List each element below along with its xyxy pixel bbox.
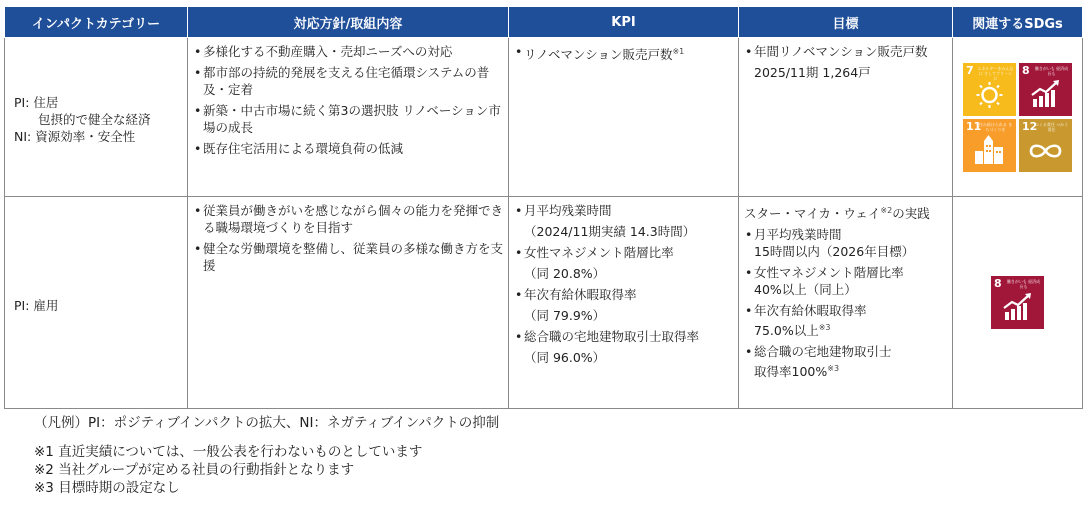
- target-item: • 月平均残業時間: [744, 226, 947, 243]
- target-value: 40%以上（同上）: [754, 282, 857, 298]
- sdgs-cell: [953, 197, 1083, 409]
- category-line: NI: 資源効率・安全性: [14, 129, 136, 144]
- kpi-item: • 女性マネジメント階層比率: [514, 244, 733, 261]
- sdg-caption: 住み続けられる まちづくりを: [978, 121, 1013, 132]
- target-intro: [744, 202, 947, 222]
- kpi-value: （同 20.8%）: [524, 266, 606, 281]
- kpi-cell: [509, 197, 739, 409]
- footnote-mark: ※3: [818, 323, 831, 333]
- target-value-text: 75.0%以上: [754, 323, 819, 339]
- target-value: 15時間以内（2026年目標）: [754, 244, 915, 260]
- footnote: ※1 直近実績については、一般公表を行わないものとしています: [34, 444, 423, 460]
- category-line: PI: 雇用: [14, 297, 59, 313]
- footnote: ※3 目標時期の設定なし: [34, 480, 180, 496]
- footnote: ※2 当社グループが定める社員の行動指針となります: [34, 462, 355, 478]
- category-line: PI: 住居: [14, 95, 59, 110]
- legend-text: （凡例）PI：ポジティブインパクトの拡大、NI：ネガティブインパクトの抑制: [34, 415, 500, 431]
- table-row: [5, 197, 1083, 409]
- city-buildings-icon: [963, 119, 1016, 172]
- sdg-11-tile: [963, 119, 1016, 172]
- target-cell: [739, 38, 953, 197]
- policy-cell: [188, 197, 509, 409]
- sun-icon: [963, 63, 1016, 116]
- target-item: • 女性マネジメント階層比率: [744, 264, 947, 281]
- sdg-number: 7: [966, 63, 974, 77]
- category-cell: [5, 197, 188, 409]
- policy-item: • 多様化する不動産購入・売却ニーズへの対応: [193, 43, 503, 60]
- kpi-item: • 月平均残業時間: [514, 202, 733, 219]
- kpi-item: • 総合職の宅地建物取引士取得率: [514, 328, 733, 345]
- category-cell: [5, 38, 188, 197]
- infinity-icon: [1019, 119, 1072, 172]
- kpi-value: （同 79.9%）: [524, 308, 606, 323]
- target-value: [744, 360, 947, 380]
- sdg-number: 12: [1022, 119, 1038, 133]
- sdg-number: 8: [994, 277, 1002, 290]
- growth-chart-icon: [1019, 63, 1072, 116]
- kpi-cell: [509, 38, 739, 197]
- sdg-8-tile: [1019, 63, 1072, 116]
- header-sdgs: 関連するSDGs: [953, 7, 1083, 38]
- category-line: 包摂的で健全な経済: [38, 112, 151, 127]
- notes-section: [34, 414, 499, 497]
- target-item: • 年次有給休暇取得率: [744, 302, 947, 319]
- kpi-item: • 年次有給休暇取得率: [514, 286, 733, 303]
- table-row: [5, 38, 1083, 197]
- sdg-caption: 働きがいも 経済成長も: [1034, 65, 1069, 76]
- sdgs-cell: [953, 38, 1083, 197]
- policy-item: • 都市部の持続的発展を支える住宅循環システムの普及・定着: [193, 64, 503, 98]
- policy-item: • 健全な労働環境を整備し、従業員の多様な働き方を支援: [193, 240, 503, 274]
- sdg-12-tile: [1019, 119, 1072, 172]
- kpi-item: [514, 43, 733, 63]
- header-category: インパクトカテゴリー: [5, 7, 188, 38]
- policy-cell: [188, 38, 509, 197]
- kpi-value: （2024/11期実績 14.3時間）: [524, 224, 696, 239]
- target-intro-suffix: の実践: [892, 206, 930, 222]
- kpi-label: リノベマンション販売戸数: [524, 47, 673, 63]
- target-value: [744, 319, 947, 339]
- footnote-mark: ※3: [827, 364, 840, 374]
- sdg-caption: エネルギーをみんなに そしてクリーンに: [977, 65, 1014, 81]
- sdg-caption: 働きがいも 経済成長も: [1006, 279, 1041, 289]
- sdg-number: 11: [966, 119, 982, 133]
- impact-table: [4, 6, 1083, 409]
- header-policy: 対応方針/取組内容: [188, 7, 509, 38]
- sdg-caption: つくる責任 つかう責任: [1034, 121, 1069, 132]
- header-kpi: KPI: [509, 7, 739, 38]
- target-item: • 総合職の宅地建物取引士: [744, 343, 947, 360]
- header-target: 目標: [739, 7, 953, 38]
- target-value-text: 取得率100%: [754, 364, 828, 380]
- policy-item: • 既存住宅活用による環境負荷の低減: [193, 140, 503, 157]
- sdg-7-tile: [963, 63, 1016, 116]
- target-cell: [739, 197, 953, 409]
- kpi-value: （同 96.0%）: [524, 350, 606, 365]
- target-value: 2025/11期 1,264戸: [754, 65, 871, 80]
- policy-item: • 新築・中古市場に続く第3の選択肢 リノベーション市場の成長: [193, 102, 503, 136]
- footnote-mark: ※1: [672, 47, 685, 56]
- target-item: • 年間リノベマンション販売戸数: [744, 43, 947, 60]
- header-row: [5, 7, 1083, 38]
- sdg-8-tile: [991, 276, 1044, 329]
- growth-chart-icon: [991, 276, 1044, 329]
- sdg-number: 8: [1022, 63, 1030, 77]
- footnote-mark: ※2: [880, 206, 893, 215]
- policy-item: • 従業員が働きがいを感じながら個々の能力を発揮できる職場環境づくりを目指す: [193, 202, 503, 236]
- target-intro-text: スター・マイカ・ウェイ: [744, 206, 881, 222]
